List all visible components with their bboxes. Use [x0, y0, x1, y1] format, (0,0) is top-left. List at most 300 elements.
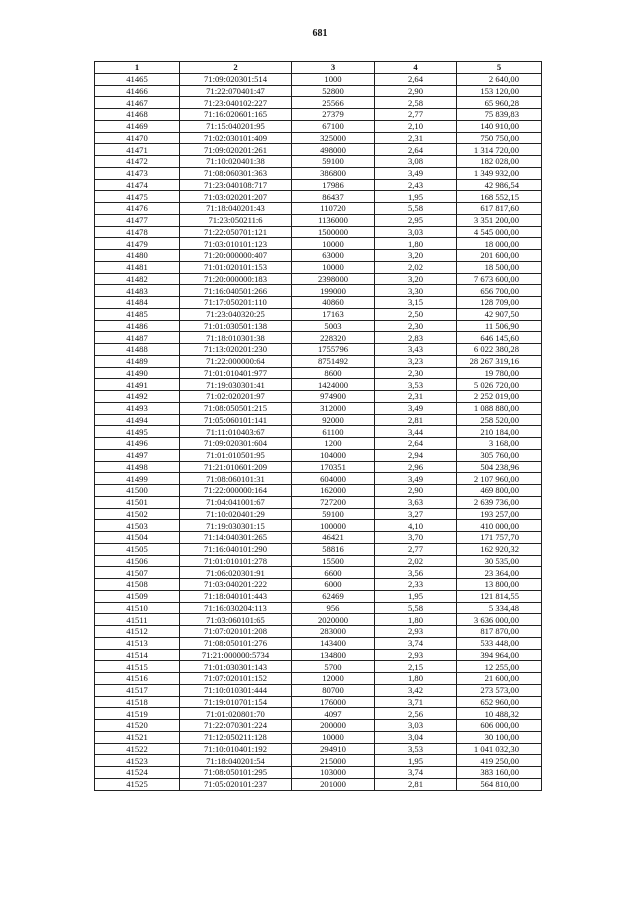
value-cell: 606 000,00 [457, 720, 542, 732]
row-number-cell: 41500 [95, 485, 180, 497]
area-cell: 143400 [292, 637, 375, 649]
cadastral-number-cell: 71:21:010601:209 [180, 461, 292, 473]
row-number-cell: 41505 [95, 543, 180, 555]
area-cell: 104000 [292, 449, 375, 461]
area-cell: 15500 [292, 555, 375, 567]
column-header-3: 3 [292, 62, 375, 74]
rate-cell: 2,33 [375, 579, 457, 591]
rate-cell: 2,56 [375, 708, 457, 720]
row-number-cell: 41479 [95, 238, 180, 250]
table-row [95, 250, 542, 262]
row-number-cell: 41488 [95, 344, 180, 356]
rate-cell: 2,81 [375, 778, 457, 790]
area-cell: 312000 [292, 402, 375, 414]
column-header-1: 1 [95, 62, 180, 74]
rate-cell: 3,03 [375, 226, 457, 238]
area-cell: 25566 [292, 97, 375, 109]
row-number-cell: 41483 [95, 285, 180, 297]
cadastral-number-cell: 71:09:020201:261 [180, 144, 292, 156]
area-cell: 6000 [292, 579, 375, 591]
area-cell: 974900 [292, 391, 375, 403]
table-row [95, 508, 542, 520]
table-row [95, 261, 542, 273]
rate-cell: 2,64 [375, 73, 457, 85]
area-cell: 283000 [292, 626, 375, 638]
table-row [95, 731, 542, 743]
cadastral-number-cell: 71:23:050211:6 [180, 214, 292, 226]
cadastral-number-cell: 71:16:040101:290 [180, 543, 292, 555]
area-cell: 67100 [292, 120, 375, 132]
area-cell: 1200 [292, 438, 375, 450]
area-cell: 80700 [292, 684, 375, 696]
table-row [95, 344, 542, 356]
cadastral-number-cell: 71:06:020301:91 [180, 567, 292, 579]
cadastral-number-cell: 71:08:050501:215 [180, 402, 292, 414]
row-number-cell: 41502 [95, 508, 180, 520]
row-number-cell: 41482 [95, 273, 180, 285]
row-number-cell: 41506 [95, 555, 180, 567]
value-cell: 3 351 200,00 [457, 214, 542, 226]
cadastral-number-cell: 71:01:010101:278 [180, 555, 292, 567]
rate-cell: 3,63 [375, 496, 457, 508]
row-number-cell: 41468 [95, 109, 180, 121]
table-row [95, 708, 542, 720]
rate-cell: 2,02 [375, 555, 457, 567]
table-row [95, 755, 542, 767]
area-cell: 199000 [292, 285, 375, 297]
cadastral-number-cell: 71:22:050701:121 [180, 226, 292, 238]
cadastral-number-cell: 71:01:010401:977 [180, 367, 292, 379]
value-cell: 2 640,00 [457, 73, 542, 85]
row-number-cell: 41467 [95, 97, 180, 109]
rate-cell: 2,83 [375, 332, 457, 344]
table-row [95, 355, 542, 367]
area-cell: 52800 [292, 85, 375, 97]
cadastral-number-cell: 71:07:020101:152 [180, 673, 292, 685]
area-cell: 110720 [292, 203, 375, 215]
row-number-cell: 41475 [95, 191, 180, 203]
table-row [95, 85, 542, 97]
table-row [95, 320, 542, 332]
area-cell: 59100 [292, 508, 375, 520]
area-cell: 6600 [292, 567, 375, 579]
table-row [95, 167, 542, 179]
table-row [95, 673, 542, 685]
row-number-cell: 41474 [95, 179, 180, 191]
cadastral-number-cell: 71:14:040301:265 [180, 532, 292, 544]
row-number-cell: 41514 [95, 649, 180, 661]
table-row [95, 379, 542, 391]
cadastral-number-cell: 71:02:030101:409 [180, 132, 292, 144]
table-row [95, 778, 542, 790]
row-number-cell: 41486 [95, 320, 180, 332]
row-number-cell: 41508 [95, 579, 180, 591]
row-number-cell: 41504 [95, 532, 180, 544]
row-number-cell: 41487 [95, 332, 180, 344]
area-cell: 5700 [292, 661, 375, 673]
table-row [95, 449, 542, 461]
value-cell: 1 314 720,00 [457, 144, 542, 156]
table-row [95, 520, 542, 532]
table-row [95, 496, 542, 508]
row-number-cell: 41478 [95, 226, 180, 238]
rate-cell: 2,90 [375, 485, 457, 497]
value-cell: 121 814,55 [457, 590, 542, 602]
area-cell: 40860 [292, 297, 375, 309]
rate-cell: 4,10 [375, 520, 457, 532]
cadastral-number-cell: 71:03:040201:222 [180, 579, 292, 591]
cadastral-number-cell: 71:16:030204:113 [180, 602, 292, 614]
area-cell: 2398000 [292, 273, 375, 285]
cadastral-number-cell: 71:01:030301:143 [180, 661, 292, 673]
row-number-cell: 41507 [95, 567, 180, 579]
table-row [95, 203, 542, 215]
table-row [95, 590, 542, 602]
area-cell: 386800 [292, 167, 375, 179]
rate-cell: 2,90 [375, 85, 457, 97]
table-row [95, 156, 542, 168]
area-cell: 62469 [292, 590, 375, 602]
row-number-cell: 41511 [95, 614, 180, 626]
row-number-cell: 41480 [95, 250, 180, 262]
rate-cell: 3,53 [375, 743, 457, 755]
row-number-cell: 41498 [95, 461, 180, 473]
table-row [95, 97, 542, 109]
area-cell: 103000 [292, 767, 375, 779]
rate-cell: 2,30 [375, 367, 457, 379]
value-cell: 419 250,00 [457, 755, 542, 767]
value-cell: 750 750,00 [457, 132, 542, 144]
row-number-cell: 41477 [95, 214, 180, 226]
value-cell: 128 709,00 [457, 297, 542, 309]
rate-cell: 3,44 [375, 426, 457, 438]
cadastral-number-cell: 71:01:030501:138 [180, 320, 292, 332]
rate-cell: 2,30 [375, 320, 457, 332]
cadastral-number-cell: 71:22:000000:164 [180, 485, 292, 497]
cadastral-number-cell: 71:22:070301:224 [180, 720, 292, 732]
area-cell: 604000 [292, 473, 375, 485]
value-cell: 6 022 380,28 [457, 344, 542, 356]
area-cell: 63000 [292, 250, 375, 262]
row-number-cell: 41472 [95, 156, 180, 168]
rate-cell: 3,70 [375, 532, 457, 544]
cadastral-number-cell: 71:01:010501:95 [180, 449, 292, 461]
table-row [95, 297, 542, 309]
rate-cell: 2,77 [375, 543, 457, 555]
area-cell: 325000 [292, 132, 375, 144]
table-row [95, 132, 542, 144]
cadastral-number-cell: 71:03:060101:65 [180, 614, 292, 626]
table-row [95, 332, 542, 344]
rate-cell: 5,58 [375, 203, 457, 215]
value-cell: 7 673 600,00 [457, 273, 542, 285]
value-cell: 182 028,00 [457, 156, 542, 168]
value-cell: 201 600,00 [457, 250, 542, 262]
value-cell: 18 500,00 [457, 261, 542, 273]
table-row [95, 743, 542, 755]
area-cell: 1755796 [292, 344, 375, 356]
area-cell: 134800 [292, 649, 375, 661]
area-cell: 215000 [292, 755, 375, 767]
row-number-cell: 41484 [95, 297, 180, 309]
area-cell: 12000 [292, 673, 375, 685]
rate-cell: 2,93 [375, 649, 457, 661]
row-number-cell: 41465 [95, 73, 180, 85]
rate-cell: 2,96 [375, 461, 457, 473]
rate-cell: 1,95 [375, 590, 457, 602]
value-cell: 383 160,00 [457, 767, 542, 779]
area-cell: 1500000 [292, 226, 375, 238]
area-cell: 8600 [292, 367, 375, 379]
area-cell: 1136000 [292, 214, 375, 226]
rate-cell: 3,15 [375, 297, 457, 309]
rate-cell: 3,49 [375, 402, 457, 414]
area-cell: 294910 [292, 743, 375, 755]
cadastral-number-cell: 71:19:030301:15 [180, 520, 292, 532]
area-cell: 498000 [292, 144, 375, 156]
table-row [95, 226, 542, 238]
table-row [95, 543, 542, 555]
rate-cell: 1,80 [375, 614, 457, 626]
row-number-cell: 41509 [95, 590, 180, 602]
table-row [95, 661, 542, 673]
cadastral-number-cell: 71:12:050211:128 [180, 731, 292, 743]
cadastral-number-cell: 71:18:010301:38 [180, 332, 292, 344]
cadastral-number-cell: 71:08:060301:363 [180, 167, 292, 179]
area-cell: 162000 [292, 485, 375, 497]
row-number-cell: 41499 [95, 473, 180, 485]
row-number-cell: 41490 [95, 367, 180, 379]
value-cell: 193 257,00 [457, 508, 542, 520]
value-cell: 1 041 032,30 [457, 743, 542, 755]
table-row [95, 555, 542, 567]
cadastral-number-cell: 71:10:020401:29 [180, 508, 292, 520]
value-cell: 2 252 019,00 [457, 391, 542, 403]
area-cell: 27379 [292, 109, 375, 121]
area-cell: 86437 [292, 191, 375, 203]
rate-cell: 2,64 [375, 438, 457, 450]
cadastral-number-cell: 71:09:020301:604 [180, 438, 292, 450]
table-row [95, 367, 542, 379]
value-cell: 210 184,00 [457, 426, 542, 438]
cadastral-number-cell: 71:19:010701:154 [180, 696, 292, 708]
value-cell: 153 120,00 [457, 85, 542, 97]
cadastral-number-cell: 71:11:010403:67 [180, 426, 292, 438]
cadastral-number-cell: 71:18:040201:54 [180, 755, 292, 767]
value-cell: 2 107 960,00 [457, 473, 542, 485]
row-number-cell: 41525 [95, 778, 180, 790]
rate-cell: 3,20 [375, 273, 457, 285]
table-row [95, 273, 542, 285]
rate-cell: 2,95 [375, 214, 457, 226]
value-cell: 23 364,00 [457, 567, 542, 579]
value-cell: 162 920,32 [457, 543, 542, 555]
value-cell: 4 545 000,00 [457, 226, 542, 238]
rate-cell: 3,71 [375, 696, 457, 708]
row-number-cell: 41515 [95, 661, 180, 673]
rate-cell: 3,23 [375, 355, 457, 367]
rate-cell: 2,02 [375, 261, 457, 273]
rate-cell: 3,49 [375, 473, 457, 485]
row-number-cell: 41466 [95, 85, 180, 97]
row-number-cell: 41519 [95, 708, 180, 720]
cadastral-number-cell: 71:01:020101:153 [180, 261, 292, 273]
area-cell: 46421 [292, 532, 375, 544]
value-cell: 305 760,00 [457, 449, 542, 461]
table-row [95, 684, 542, 696]
row-number-cell: 41494 [95, 414, 180, 426]
rate-cell: 3,27 [375, 508, 457, 520]
rate-cell: 2,15 [375, 661, 457, 673]
cadastral-number-cell: 71:22:000000:64 [180, 355, 292, 367]
row-number-cell: 41492 [95, 391, 180, 403]
cadastral-number-cell: 71:08:050101:276 [180, 637, 292, 649]
table-row [95, 567, 542, 579]
rate-cell: 2,10 [375, 120, 457, 132]
rate-cell: 3,53 [375, 379, 457, 391]
cadastral-number-cell: 71:22:070401:47 [180, 85, 292, 97]
table-row [95, 120, 542, 132]
row-number-cell: 41470 [95, 132, 180, 144]
rate-cell: 3,43 [375, 344, 457, 356]
rate-cell: 3,74 [375, 637, 457, 649]
table-row [95, 144, 542, 156]
area-cell: 58816 [292, 543, 375, 555]
rate-cell: 5,58 [375, 602, 457, 614]
cadastral-number-cell: 71:20:000000:407 [180, 250, 292, 262]
column-header-2: 2 [180, 62, 292, 74]
rate-cell: 1,80 [375, 673, 457, 685]
value-cell: 504 238,96 [457, 461, 542, 473]
row-number-cell: 41497 [95, 449, 180, 461]
cadastral-number-cell: 71:19:030301:41 [180, 379, 292, 391]
cadastral-number-cell: 71:03:010101:123 [180, 238, 292, 250]
cadastral-number-cell: 71:10:010401:192 [180, 743, 292, 755]
area-cell: 956 [292, 602, 375, 614]
cadastral-number-cell: 71:16:040501:266 [180, 285, 292, 297]
row-number-cell: 41524 [95, 767, 180, 779]
row-number-cell: 41521 [95, 731, 180, 743]
rate-cell: 3,56 [375, 567, 457, 579]
rate-cell: 3,04 [375, 731, 457, 743]
rate-cell: 2,81 [375, 414, 457, 426]
value-cell: 646 145,60 [457, 332, 542, 344]
area-cell: 201000 [292, 778, 375, 790]
value-cell: 652 960,00 [457, 696, 542, 708]
table-row [95, 649, 542, 661]
row-number-cell: 41496 [95, 438, 180, 450]
rate-cell: 3,20 [375, 250, 457, 262]
area-cell: 727200 [292, 496, 375, 508]
table-row [95, 720, 542, 732]
row-number-cell: 41516 [95, 673, 180, 685]
value-cell: 3 636 000,00 [457, 614, 542, 626]
table-row [95, 461, 542, 473]
row-number-cell: 41512 [95, 626, 180, 638]
table-row [95, 402, 542, 414]
value-cell: 12 255,00 [457, 661, 542, 673]
cadastral-number-cell: 71:16:020601:165 [180, 109, 292, 121]
table-row [95, 626, 542, 638]
value-cell: 19 780,00 [457, 367, 542, 379]
value-cell: 469 800,00 [457, 485, 542, 497]
cadastral-number-cell: 71:21:000000:5734 [180, 649, 292, 661]
row-number-cell: 41489 [95, 355, 180, 367]
rate-cell: 2,58 [375, 97, 457, 109]
cadastral-number-cell: 71:01:020801:70 [180, 708, 292, 720]
row-number-cell: 41517 [95, 684, 180, 696]
cadastral-number-cell: 71:08:050101:295 [180, 767, 292, 779]
area-cell: 1000 [292, 73, 375, 85]
area-cell: 4097 [292, 708, 375, 720]
area-cell: 92000 [292, 414, 375, 426]
area-cell: 17163 [292, 308, 375, 320]
value-cell: 617 817,60 [457, 203, 542, 215]
area-cell: 2020000 [292, 614, 375, 626]
value-cell: 140 910,00 [457, 120, 542, 132]
table-row [95, 579, 542, 591]
area-cell: 61100 [292, 426, 375, 438]
row-number-cell: 41520 [95, 720, 180, 732]
value-cell: 273 573,00 [457, 684, 542, 696]
table-row [95, 414, 542, 426]
value-cell: 2 639 736,00 [457, 496, 542, 508]
value-cell: 21 600,00 [457, 673, 542, 685]
row-number-cell: 41518 [95, 696, 180, 708]
cadastral-number-cell: 71:20:000000:183 [180, 273, 292, 285]
area-cell: 170351 [292, 461, 375, 473]
cadastral-number-cell: 71:03:020201:207 [180, 191, 292, 203]
row-number-cell: 41481 [95, 261, 180, 273]
table-header-row [95, 62, 542, 74]
table-row [95, 391, 542, 403]
row-number-cell: 41491 [95, 379, 180, 391]
cadastral-number-cell: 71:04:041001:67 [180, 496, 292, 508]
area-cell: 10000 [292, 261, 375, 273]
table-row [95, 426, 542, 438]
row-number-cell: 41495 [95, 426, 180, 438]
value-cell: 5 334,48 [457, 602, 542, 614]
row-number-cell: 41503 [95, 520, 180, 532]
cadastral-number-cell: 71:23:040108:717 [180, 179, 292, 191]
area-cell: 200000 [292, 720, 375, 732]
page-number: 681 [312, 28, 328, 39]
table-row [95, 109, 542, 121]
value-cell: 533 448,00 [457, 637, 542, 649]
value-cell: 3 168,00 [457, 438, 542, 450]
area-cell: 228320 [292, 332, 375, 344]
table-row [95, 73, 542, 85]
value-cell: 564 810,00 [457, 778, 542, 790]
rate-cell: 1,95 [375, 191, 457, 203]
row-number-cell: 41485 [95, 308, 180, 320]
rate-cell: 2,64 [375, 144, 457, 156]
table-row [95, 637, 542, 649]
value-cell: 18 000,00 [457, 238, 542, 250]
row-number-cell: 41523 [95, 755, 180, 767]
rate-cell: 2,31 [375, 132, 457, 144]
value-cell: 817 870,00 [457, 626, 542, 638]
row-number-cell: 41476 [95, 203, 180, 215]
cadastral-number-cell: 71:05:020101:237 [180, 778, 292, 790]
row-number-cell: 41493 [95, 402, 180, 414]
rate-cell: 3,42 [375, 684, 457, 696]
cadastral-number-cell: 71:13:020201:230 [180, 344, 292, 356]
value-cell: 394 964,00 [457, 649, 542, 661]
rate-cell: 2,93 [375, 626, 457, 638]
area-cell: 176000 [292, 696, 375, 708]
table-row [95, 473, 542, 485]
